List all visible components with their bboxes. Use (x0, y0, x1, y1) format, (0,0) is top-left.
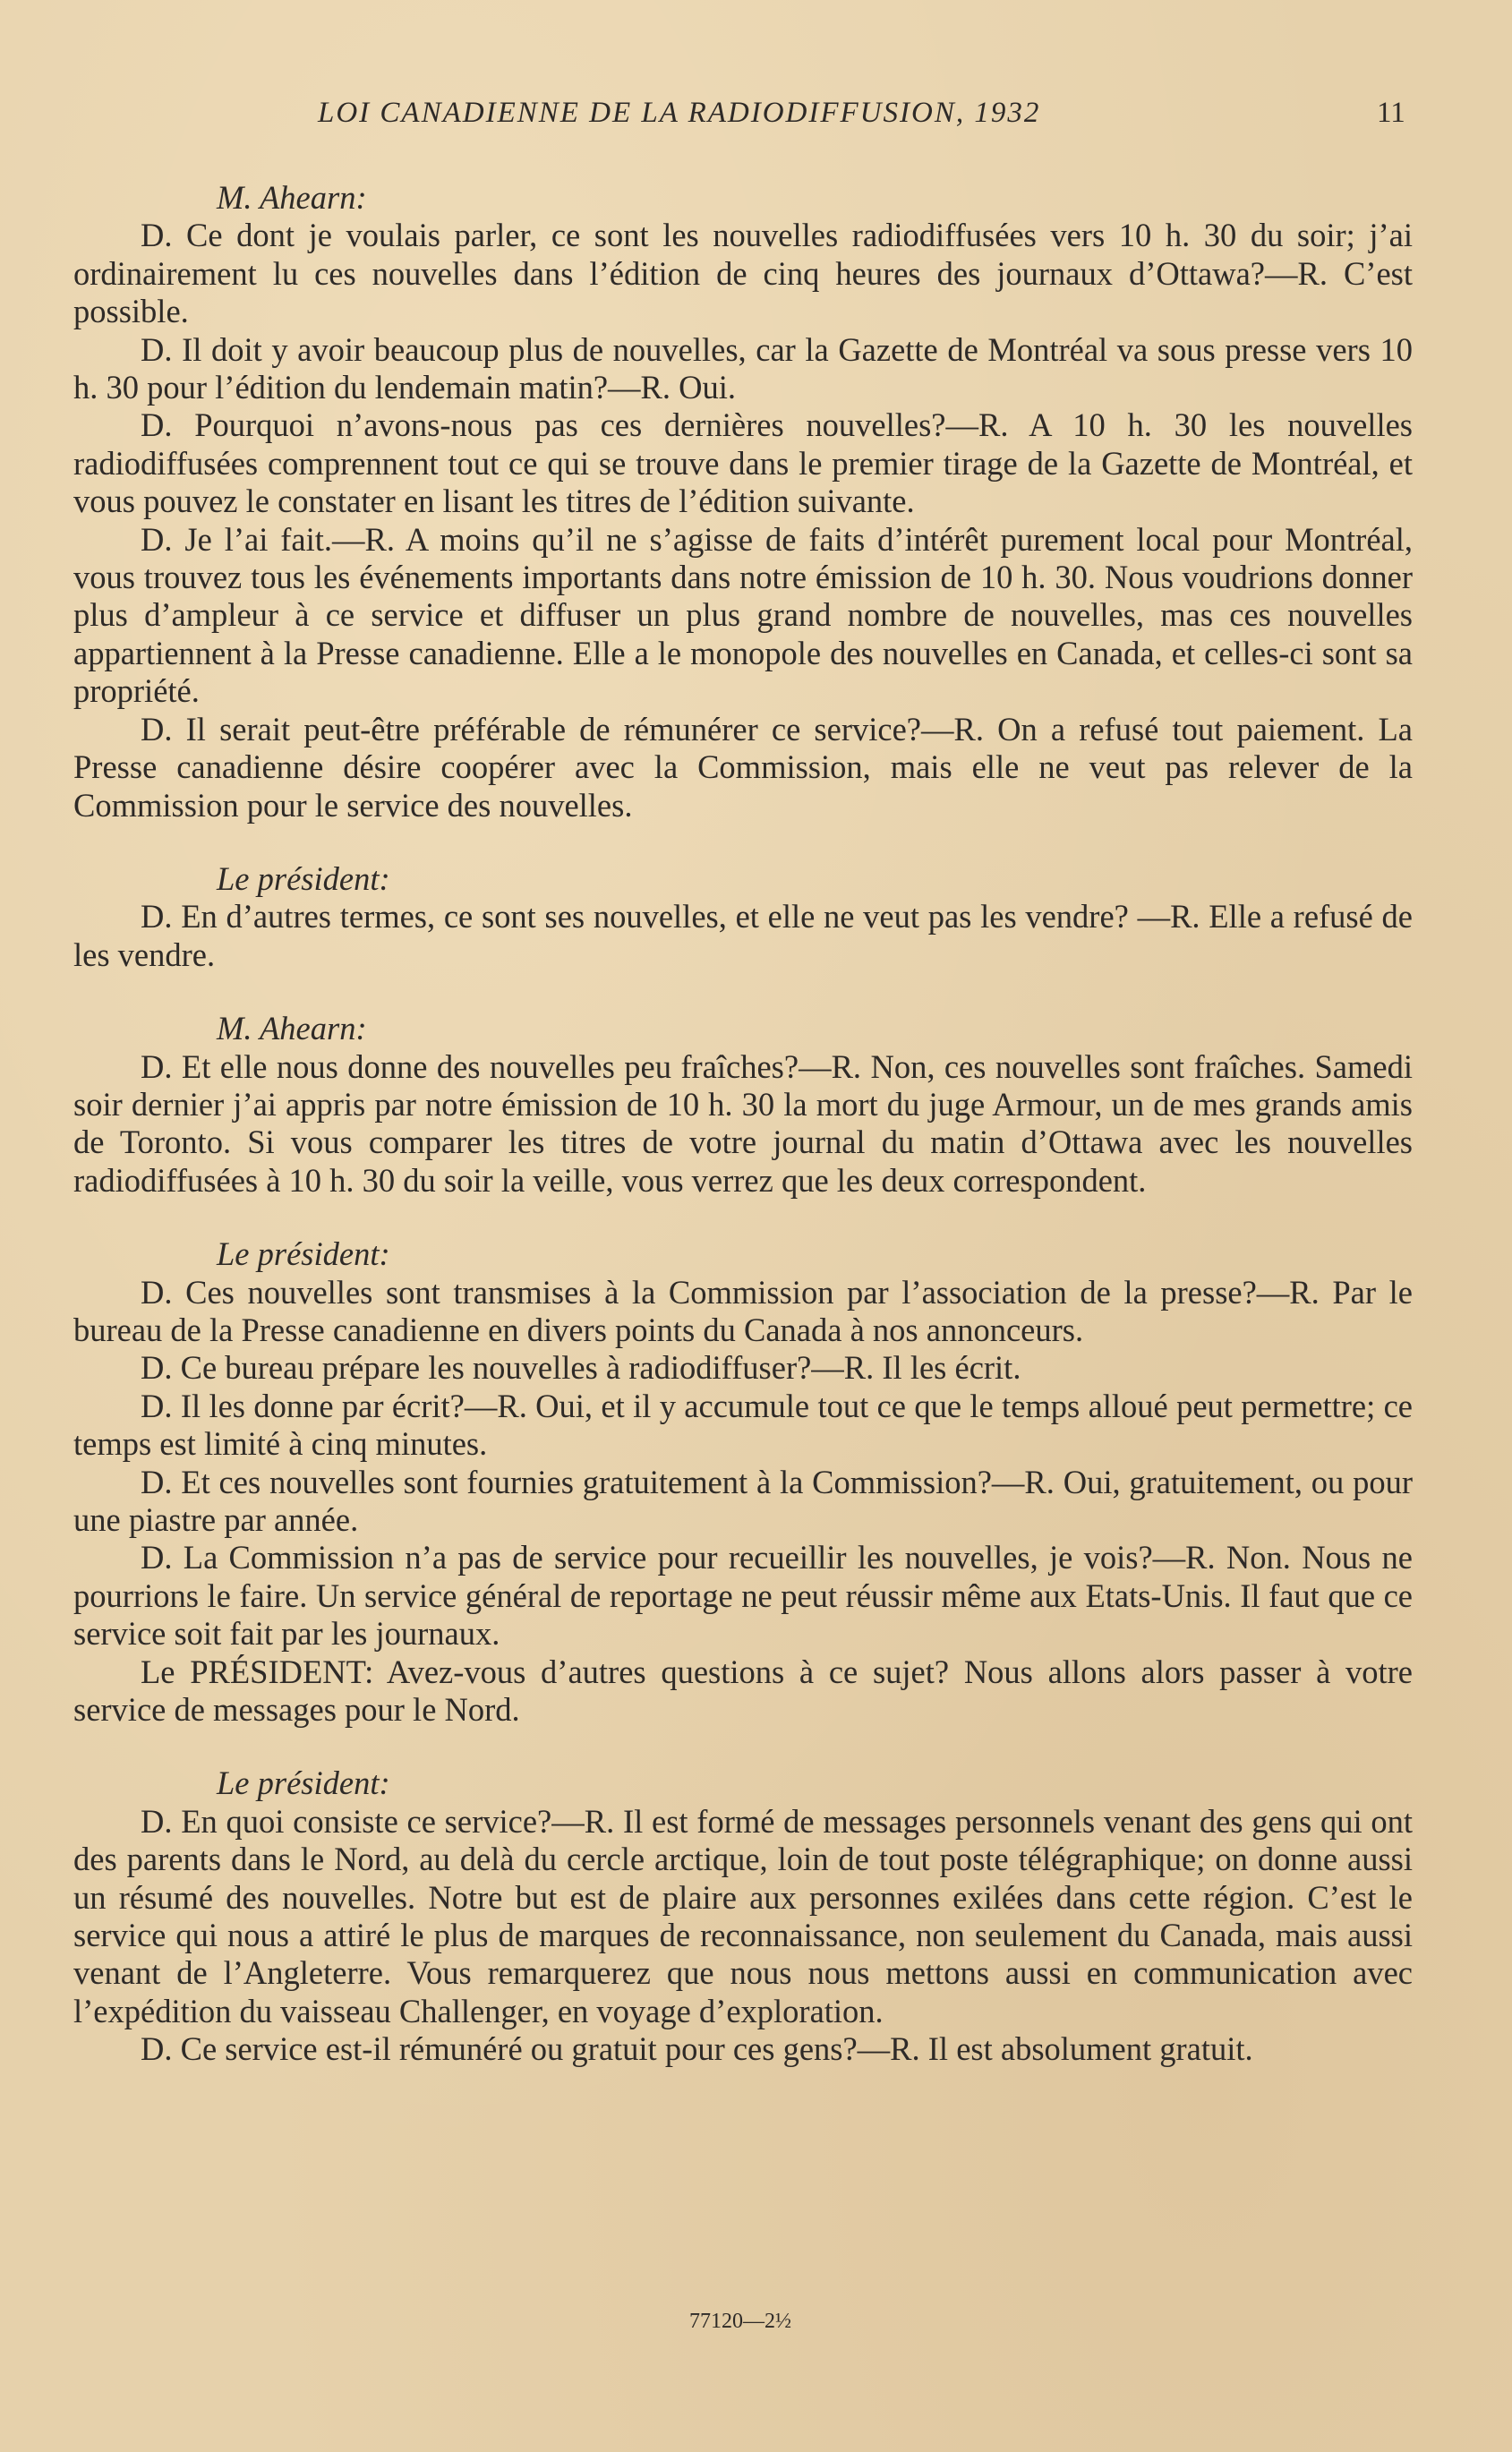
paragraph: D. Il les donne par écrit?—R. Oui, et il y accumule tout ce que le temps alloué peut permettre; ce temps est limité à cinq minutes. (73, 1387, 1413, 1463)
page-header (0, 97, 1512, 136)
paragraph: D. Ce dont je voulais parler, ce sont les nouvelles radiodiffusées vers 10 h. 30 du soir; j’ai ordinairement lu ces nouvelles dans l’édition de cinq heures des journaux d’Ottawa?—R. C’est possible. (73, 217, 1413, 330)
speaker-heading: M. Ahearn: (217, 1010, 367, 1047)
speaker-heading: Le président: (217, 1235, 390, 1273)
running-title: LOI CANADIENNE DE LA RADIODIFFUSION, 1932 (318, 97, 1041, 129)
page-number: 11 (1377, 97, 1405, 129)
paragraph: D. En quoi consiste ce service?—R. Il est formé de messages personnels venant des gens qui ont des parents dans le Nord, au delà du cercle arctique, loin de tout poste télégraphique; on donne aussi un résumé des nouvelles. Notre but est de plaire aux personnes exilées dans cette région. C’est le service qui nous a attiré le plus de marques de reconnaissance, non seulement du Canada, mais aussi venant de l’Angleterre. Vous remarquerez que nous nous mettons aussi en communication avec l’expédition du vaisseau Challenger, en voyage d’exploration. (73, 1802, 1413, 2029)
speaker-heading: Le président: (217, 859, 390, 897)
paragraph: D. Et ces nouvelles sont fournies gratuitement à la Commission?—R. Oui, gratuitement, ou pour une piastre par année. (73, 1463, 1413, 1538)
paragraph: D. La Commission n’a pas de service pour recueillir les nouvelles, je vois?—R. Non. Nous ne pourrions le faire. Un service général de reportage ne peut réussir même aux Etats-Unis. Il faut que ce service soit fait par les journaux. (73, 1539, 1413, 1653)
paragraph: D. Ces nouvelles sont transmises à la Commission par l’association de la presse?—R. Par le bureau de la Presse canadienne en divers points du Canada à nos annonceurs. (73, 1273, 1413, 1348)
paragraph: Le PRÉSIDENT: Avez-vous d’autres questions à ce sujet? Nous allons alors passer à votre service de messages pour le Nord. (73, 1653, 1413, 1729)
paragraph: D. Ce bureau prépare les nouvelles à radiodiffuser?—R. Il les écrit. (141, 1349, 1021, 1387)
paragraph: D. Pourquoi n’avons-nous pas ces dernières nouvelles?—R. A 10 h. 30 les nouvelles radiodiffusées comprennent tout ce qui se trouve dans le premier tirage de la Gazette de Montréal, et vous pouvez le constater en lisant les titres de l’édition suivante. (73, 406, 1413, 520)
speaker-heading: Le président: (217, 1764, 390, 1802)
paragraph: D. Et elle nous donne des nouvelles peu fraîches?—R. Non, ces nouvelles sont fraîches. Samedi soir dernier j’ai appris par notre émission de 10 h. 30 la mort du juge Armour, un de mes grands amis de Toronto. Si vous comparer les titres de votre journal du matin d’Ottawa avec les nouvelles radiodiffusées à 10 h. 30 du soir la veille, vous verrez que les deux correspondent. (73, 1047, 1413, 1199)
paragraph: D. Ce service est-il rémunéré ou gratuit pour ces gens?—R. Il est absolument gratuit. (141, 2030, 1253, 2068)
document-body (73, 179, 1413, 2069)
paragraph: D. Je l’ai fait.—R. A moins qu’il ne s’agisse de faits d’intérêt purement local pour Montréal, vous trouvez tous les événements importants dans notre émission de 10 h. 30. Nous voudrions donner plus d’ampleur à ce service et diffuser un plus grand nombre de nouvelles, mas ces nouvelles appartiennent à la Presse canadienne. Elle a le monopole des nouvelles en Canada, et celles-ci sont sa propriété. (73, 520, 1413, 710)
paragraph: D. Il serait peut-être préférable de rémunérer ce service?—R. On a refusé tout paiement. La Presse canadienne désire coopérer avec la Commission, mais elle ne veut pas relever de la Commission pour le service des nouvelles. (73, 710, 1413, 824)
speaker-heading: M. Ahearn: (217, 179, 367, 216)
paragraph: D. Il doit y avoir beaucoup plus de nouvelles, car la Gazette de Montréal va sous presse vers 10 h. 30 pour l’édition du lendemain matin?—R. Oui. (73, 330, 1413, 406)
printer-signature: 77120—2½ (689, 2310, 791, 2333)
paragraph: D. En d’autres termes, ce sont ses nouvelles, et elle ne veut pas les vendre? —R. Elle a refusé de les vendre. (73, 898, 1413, 973)
